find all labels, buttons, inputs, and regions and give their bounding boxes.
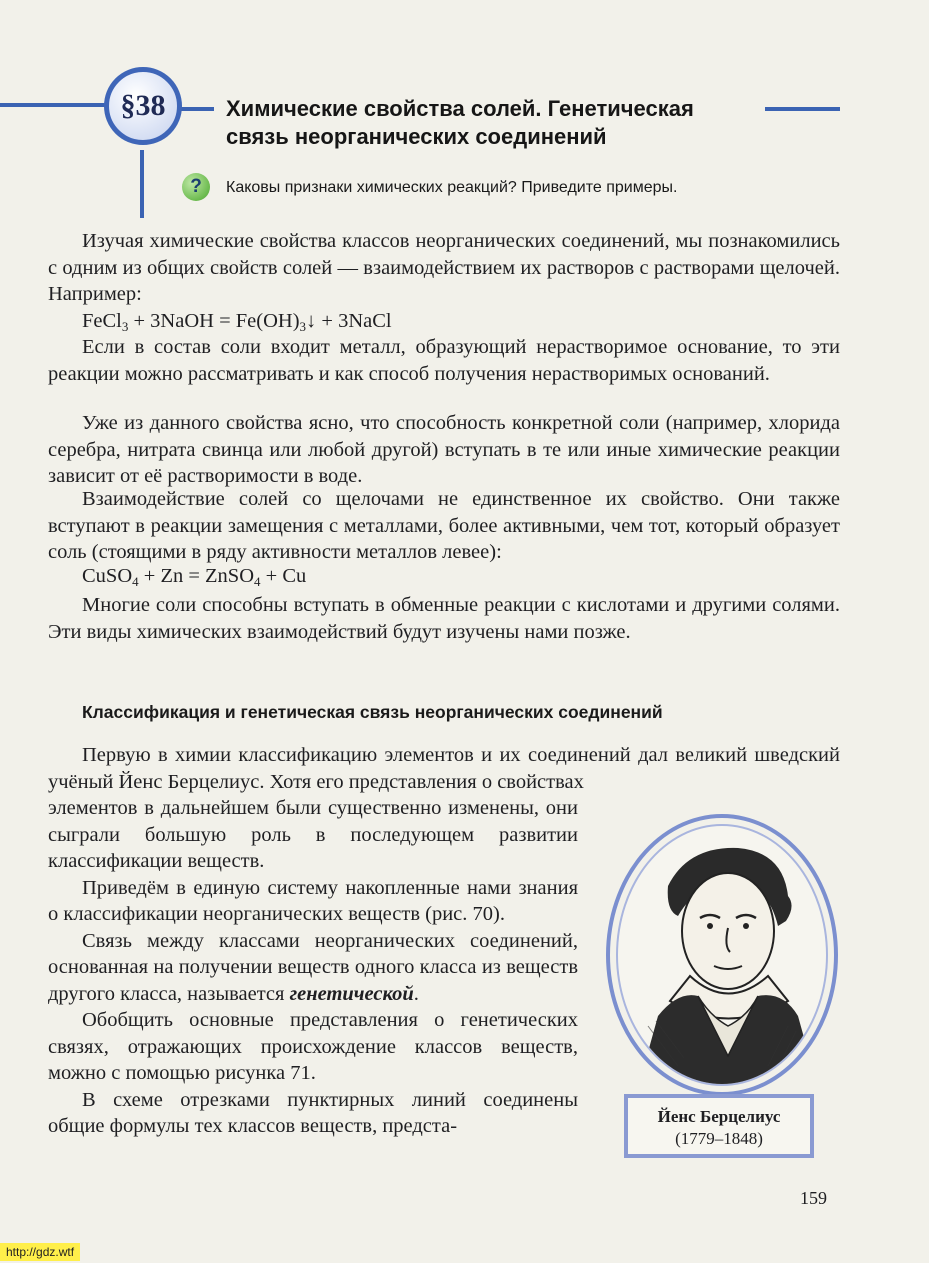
eq-part: FeCl xyxy=(82,310,122,332)
portrait-name: Йенс Берцелиус xyxy=(657,1107,781,1126)
berzelius-portrait-illustration xyxy=(618,826,828,1086)
equation-2 xyxy=(82,563,306,589)
paragraph-text: Взаимодействие солей со щелочами не единственное их свойство. Они также вступают в реакции замещения с металлами, более активными, чем тот, который образует соль (стоящими в ряду активности металлов левее): xyxy=(48,488,840,563)
term-genetic: генетической xyxy=(289,982,414,1005)
paragraph-genetic xyxy=(48,928,578,1008)
paragraph-text: Уже из данного свойства ясно, что способность конкретной соли (например, хлорида серебра, нитрата свинца или любой другой) вступать в те или иные химические реакции зависит от её растворимости в воде. xyxy=(48,412,840,487)
portrait-caption xyxy=(624,1094,814,1158)
review-question: Каковы признаки химических реакций? Приведите примеры. xyxy=(226,179,678,196)
question-icon: ? xyxy=(182,173,210,201)
eq-sub: 4 xyxy=(132,574,139,589)
portrait-image xyxy=(616,824,828,1086)
paragraph-text: Многие соли способны вступать в обменные реакции с кислотами и другими солями. Эти виды химических взаимодействий будут изучены нами позже. xyxy=(48,594,840,643)
eq-part: CuSO xyxy=(82,565,133,587)
title-line-2: связь неорганических соединений xyxy=(226,124,607,149)
paragraph-text: Первую в химии классификацию элементов и их соединений дал великий шведский учёный Йенс Берцелиус. Хотя его представления о свойствах xyxy=(48,744,840,793)
paragraph-2 xyxy=(48,334,840,387)
eq-part: + Zn = ZnSO xyxy=(138,565,255,587)
header-rule-right xyxy=(765,107,840,111)
eq-sub: 3 xyxy=(299,319,307,334)
paragraph-text: . xyxy=(413,982,419,1005)
page-number: 159 xyxy=(800,1188,827,1208)
portrait-years: (1779–1848) xyxy=(675,1129,763,1148)
paragraph-text: Изучая химические свойства классов неорганических соединений, мы познакомились с одним из общих свойств солей — взаимодействием их растворов с растворами щелочей. Например: xyxy=(48,230,840,305)
eq-part: + Cu xyxy=(260,565,307,587)
eq-part: ↓ + 3NaCl xyxy=(306,310,392,332)
section-column xyxy=(48,795,578,1140)
paragraph-text: Обобщить основные представления о генетических связях, отражающих происхождение классов веществ, можно с помощью рисунка 71. xyxy=(48,1009,578,1084)
eq-sub: 3 xyxy=(121,319,129,334)
eq-part: + 3NaOH = Fe(OH) xyxy=(128,310,300,332)
section-badge: §38 xyxy=(104,67,182,145)
header-rule-mid xyxy=(178,107,214,111)
paragraph-1 xyxy=(48,228,840,308)
paragraph-text: Связь между классами неорганических соединений, основанная на получении веществ одного класса из веществ другого класса, называется xyxy=(48,929,578,1005)
paragraph-4 xyxy=(48,486,840,566)
paragraph-5 xyxy=(48,592,840,645)
subsection-heading: Классификация и генетическая связь неорганических соединений xyxy=(82,702,663,722)
paragraph-3 xyxy=(48,410,840,490)
eq-sub: 4 xyxy=(254,574,261,589)
equation-1 xyxy=(82,308,392,334)
header-rule-vertical xyxy=(140,150,144,218)
paragraph-text: Если в состав соли входит металл, образующий нерастворимое основание, то эти реакции можно рассматривать и как способ получения нерастворимых оснований. xyxy=(48,336,840,385)
paragraph-text: элементов в дальнейшем были существенно изменены, они сыграли большую роль в последующем развитии классификации веществ. xyxy=(48,797,578,872)
paragraph-text: В схеме отрезками пунктирных линий соединены общие формулы тех классов веществ, предста- xyxy=(48,1088,578,1137)
paragraph-text: Приведём в единую систему накопленные нами знания о классификации неорганических веществ (рис. 70). xyxy=(48,876,578,925)
section-paragraph-1-intro xyxy=(48,742,840,795)
watermark-link[interactable]: http://gdz.wtf xyxy=(0,1243,80,1261)
title-line-1: Химические свойства солей. Генетическая xyxy=(226,96,694,121)
header-rule-left xyxy=(0,103,112,107)
section-title xyxy=(226,95,766,151)
